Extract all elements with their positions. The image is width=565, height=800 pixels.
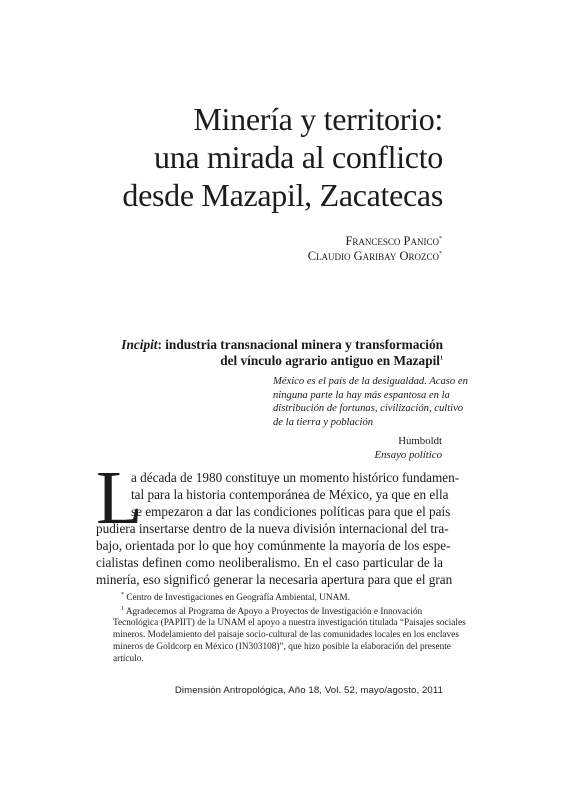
body-line: bajo, orientada por lo que hoy comúnmente la mayoría de los espe- — [96, 538, 451, 553]
epigraph — [273, 375, 468, 429]
epigraph-line: ninguna parte la hay más espantosa en la — [273, 389, 450, 401]
footnote-line: Agradecemos al Programa de Apoyo a Proyectos de Investigación e Innovación — [125, 606, 423, 617]
footnote-affiliation — [121, 593, 443, 605]
title-line-2: una mirada al conflicto — [154, 139, 443, 175]
footnote-text: Centro de Investigaciones en Geografía Ambiental, UNAM. — [126, 593, 350, 603]
footnote-1 — [113, 605, 466, 666]
title-line-3: desde Mazapil, Zacatecas — [122, 177, 443, 213]
author-1 — [308, 234, 442, 249]
footnote-mark: * — [121, 591, 124, 598]
section-heading — [121, 337, 443, 368]
footnote-ref: 1 — [440, 355, 443, 362]
epigraph-line: México es el país de la desigualdad. Acaso en — [273, 376, 468, 387]
section-heading-line-1 — [121, 337, 443, 353]
epigraph-author: Humboldt — [398, 435, 442, 447]
title-line-1: Minería y territorio: — [193, 101, 443, 137]
footnote-line: mineros. Modelamiento del paisaje socio-cultural de las comunidades locales en los enclaves — [113, 630, 459, 641]
epigraph-work: Ensayo político — [374, 448, 442, 461]
author-footnote-mark: * — [439, 235, 442, 242]
body-line: cialistas definen como neoliberalismo. En el caso particular de la — [96, 555, 443, 570]
running-footer: Dimensión Antropológica, Año 18, Vol. 52, mayo/agosto, 2011 — [174, 685, 443, 696]
section-heading-line-2 — [121, 353, 443, 369]
footnote-line: mineros de Goldcorp en México (IN303108)”, que hizo posible la elaboración del presente — [113, 641, 451, 652]
drop-cap: L — [96, 456, 143, 540]
body-line: tal para la historia contemporánea de México, ya que en ella — [131, 487, 449, 502]
section-heading-text: : industria transnacional minera y transformación — [157, 337, 443, 352]
body-line: se empezaron a dar las condiciones políticas para que el país — [131, 504, 451, 519]
author-name: Claudio Garibay Orozco — [307, 249, 439, 263]
body-line: a década de 1980 constituye un momento histórico fundamen- — [131, 470, 460, 485]
epigraph-line: distribución de fortunas, civilización, cultivo — [273, 403, 464, 415]
body-line: pudiera insertarse dentro de la nueva división internacional del tra- — [96, 521, 449, 536]
author-name: Francesco Panico — [345, 234, 439, 248]
article-title — [122, 100, 443, 214]
authors-block — [308, 234, 442, 264]
section-heading-text: del vínculo agrario antiguo en Mazapil — [220, 352, 440, 368]
author-2 — [308, 249, 442, 264]
footnote-line: Tecnológica (PAPIIT) de la UNAM el apoyo a nuestra investigación titulada “Paisajes sociales — [113, 618, 466, 629]
footnote-line: artículo. — [113, 653, 144, 664]
footnotes — [113, 591, 466, 665]
incipit-word: Incipit — [121, 337, 158, 352]
author-footnote-mark: * — [439, 250, 442, 257]
epigraph-line: de la tierra y población — [273, 416, 374, 428]
footnote-mark: 1 — [121, 605, 124, 612]
body-line: minería, eso significó generar la necesaria apertura para que el gran — [96, 572, 453, 587]
epigraph-attribution — [375, 435, 442, 462]
